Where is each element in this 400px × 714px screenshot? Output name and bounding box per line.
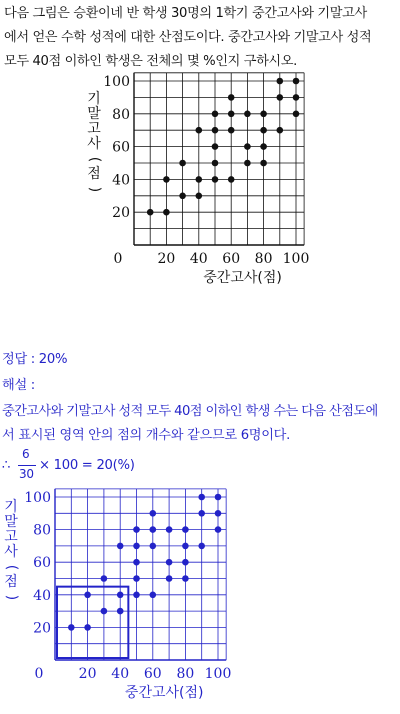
chart2-data-point xyxy=(182,559,189,566)
chart2-data-point xyxy=(198,543,205,550)
formula-denominator: 30 xyxy=(19,467,34,481)
chart1-y-tick-label: 100 xyxy=(103,74,130,90)
chart2-data-point xyxy=(150,526,157,533)
chart1-y-tick-label: 80 xyxy=(112,106,130,123)
chart2-data-point xyxy=(150,592,157,599)
chart2-data-point xyxy=(215,510,222,517)
chart2-data-point xyxy=(215,494,222,501)
chart2-data-point xyxy=(133,526,140,533)
chart2-data-point xyxy=(101,575,108,582)
chart2-origin-label: 0 xyxy=(34,666,44,682)
chart2-data-point xyxy=(198,494,205,501)
chart2-data-point xyxy=(84,624,91,631)
chart1-ylabel: 기 말 고 사 ( 점 ) xyxy=(86,91,103,193)
chart2-data-point xyxy=(133,543,140,550)
chart1-x-tick-label: 20 xyxy=(157,251,176,267)
formula-therefore: ∴ xyxy=(2,458,11,473)
chart2-data-point xyxy=(182,575,189,582)
chart2-y-tick-label: 100 xyxy=(24,490,51,506)
chart2-x-tick-label: 80 xyxy=(176,666,195,682)
chart2-data-point xyxy=(133,592,140,599)
chart2-highlight-box xyxy=(57,587,128,658)
chart2-data-point xyxy=(166,559,173,566)
chart2-x-tick-label: 40 xyxy=(111,666,130,682)
chart2-data-point xyxy=(117,543,124,550)
chart2-data-point xyxy=(215,526,222,533)
chart2-y-tick-label: 60 xyxy=(33,555,51,572)
chart1-y-tick-label: 40 xyxy=(112,172,130,189)
chart2-data-point xyxy=(166,526,173,533)
chart2-data-point xyxy=(150,543,157,550)
chart2-data-point xyxy=(133,559,140,566)
question-line: 다음 그림은 승환이네 반 학생 30명의 1학기 중간고사와 기말고사 xyxy=(4,6,367,21)
chart1-y-tick-label: 60 xyxy=(112,139,130,156)
formula-rest: × 100 = 20(%) xyxy=(39,458,135,473)
chart2-data-point xyxy=(133,575,140,582)
chart2-data-point xyxy=(182,526,189,533)
chart1-x-tick-label: 80 xyxy=(254,251,273,267)
chart2-x-tick-label: 60 xyxy=(143,666,162,682)
chart2-data-point xyxy=(101,608,108,615)
chart1-x-axis-label: 중간고사(점) xyxy=(203,270,282,286)
chart2-data-point xyxy=(166,575,173,582)
chart2-x-tick-label: 20 xyxy=(78,666,97,682)
chart1-x-tick-label: 60 xyxy=(222,251,241,267)
chart2-y-tick-label: 40 xyxy=(33,587,51,604)
chart2-data-point xyxy=(84,592,91,599)
chart2-data-point xyxy=(117,608,124,615)
chart1-x-tick-label: 40 xyxy=(189,251,208,267)
question-line: 모두 40점 이하인 학생은 전체의 몇 %인지 구하시오. xyxy=(4,54,297,69)
formula-numerator: 6 xyxy=(22,447,30,461)
explain-line: 중간고사와 기말고사 성적 모두 40점 이하인 학생 수는 다음 산점도에 xyxy=(2,404,378,419)
chart2-ylabel: 기 말 고 사 ( 점 ) xyxy=(3,499,20,601)
chart1-x-tick-label: 100 xyxy=(282,251,310,267)
chart2-y-tick-label: 20 xyxy=(33,620,51,637)
chart2-data-point xyxy=(150,510,157,517)
chart1-origin-label: 0 xyxy=(113,251,123,267)
chart1-y-tick-label: 20 xyxy=(112,205,130,222)
explain-line: 서 표시된 영역 안의 점의 개수와 같으므로 6명이다. xyxy=(2,428,291,443)
chart2-y-tick-label: 80 xyxy=(33,522,51,539)
chart2-data-point xyxy=(198,510,205,517)
chart2-data-point xyxy=(117,592,124,599)
explain-label: 해설 : xyxy=(2,378,35,393)
question-line: 에서 얻은 수학 성적에 대한 산점도이다. 중간고사와 기말고사 성적 xyxy=(4,30,372,45)
chart2-data-point xyxy=(68,624,75,631)
answer-label: 정답 : 20% xyxy=(2,352,68,367)
chart2-x-tick-label: 100 xyxy=(204,666,232,682)
chart2-data-point xyxy=(182,543,189,550)
chart2-x-axis-label: 중간고사(점) xyxy=(124,685,204,701)
